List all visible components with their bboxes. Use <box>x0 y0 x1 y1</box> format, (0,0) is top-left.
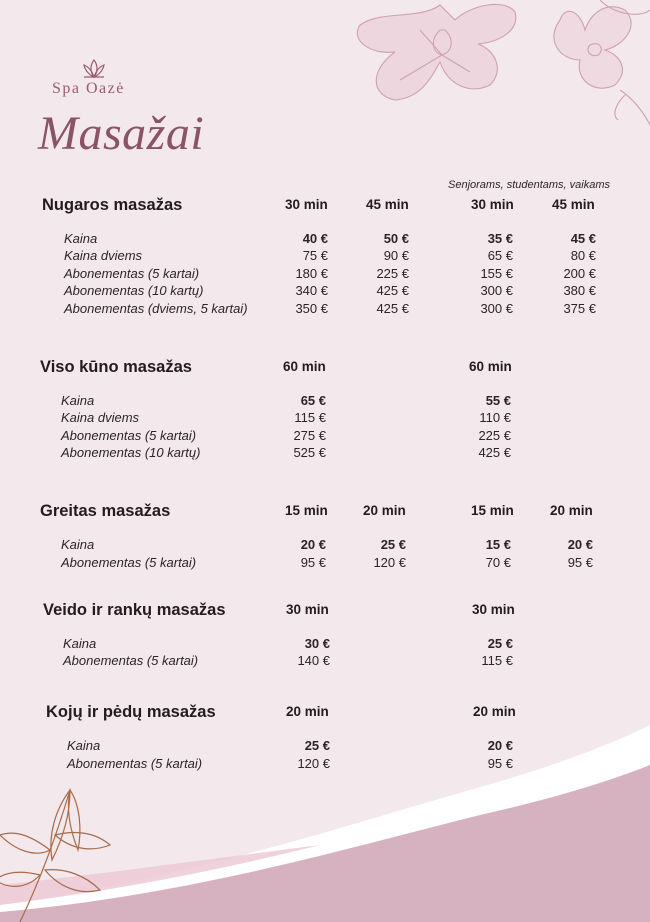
duration-header: 45 min <box>552 197 595 212</box>
price-value: 350 € <box>295 300 328 316</box>
price-value: 75 € <box>302 248 328 264</box>
duration-header: 45 min <box>366 197 409 212</box>
duration-header: 15 min <box>471 503 514 518</box>
price-value: 25 € <box>304 738 330 753</box>
price-value: 200 € <box>563 265 596 281</box>
price-value: 225 € <box>478 427 511 443</box>
price-value: 25 € <box>487 636 513 651</box>
price-row-label: Abonementas (5 kartai) <box>63 653 199 669</box>
flower-icon <box>357 0 650 125</box>
logo-text: Spa Oazė <box>52 80 125 97</box>
price-value: 35 € <box>487 231 513 246</box>
price-row-label: Kaina <box>64 231 98 246</box>
price-value: 15 € <box>485 537 511 552</box>
price-value: 30 € <box>304 636 330 651</box>
section-title: Greitas masažas <box>40 502 171 520</box>
price-row-label: Abonementas (10 kartų) <box>64 283 204 299</box>
price-row-label: Kaina <box>61 393 95 408</box>
price-value: 50 € <box>383 231 409 246</box>
price-value: 110 € <box>479 410 511 426</box>
duration-header: 20 min <box>550 503 593 518</box>
section-title: Kojų ir pėdų masažas <box>46 703 216 721</box>
price-value: 20 € <box>487 738 513 753</box>
price-value: 90 € <box>383 248 409 264</box>
price-value: 425 € <box>478 445 511 461</box>
price-row-label: Abonementas (5 kartai) <box>61 554 197 570</box>
price-value: 115 € <box>294 410 326 426</box>
lotus-icon <box>80 58 108 80</box>
duration-header: 30 min <box>471 197 514 212</box>
price-row-label: Abonementas (5 kartai) <box>64 265 200 281</box>
price-row-label: Kaina <box>63 636 97 651</box>
price-value: 380 € <box>563 283 596 299</box>
duration-header: 60 min <box>469 359 512 374</box>
price-value: 120 € <box>373 554 406 570</box>
price-value: 425 € <box>376 283 409 299</box>
duration-header: 15 min <box>285 503 328 518</box>
price-value: 425 € <box>376 300 409 316</box>
price-value: 45 € <box>570 231 596 246</box>
price-value: 55 € <box>485 393 511 408</box>
discount-note: Senjorams, studentams, vaikams <box>448 179 611 191</box>
price-value: 140 € <box>297 653 330 669</box>
price-row-label: Kaina <box>61 537 95 552</box>
price-value: 40 € <box>302 231 328 246</box>
price-row-label: Abonementas (10 kartų) <box>61 445 201 461</box>
price-value: 300 € <box>480 283 513 299</box>
price-value: 65 € <box>300 393 326 408</box>
duration-header: 60 min <box>283 359 326 374</box>
duration-header: 30 min <box>286 602 329 617</box>
duration-header: 30 min <box>472 602 515 617</box>
section-title: Nugaros masažas <box>42 196 183 214</box>
price-value: 95 € <box>487 755 513 771</box>
price-value: 25 € <box>380 537 406 552</box>
page-title: Masažai <box>38 107 205 160</box>
price-value: 340 € <box>295 283 328 299</box>
price-value: 95 € <box>567 554 593 570</box>
price-value: 375 € <box>563 300 596 316</box>
price-value: 80 € <box>570 248 596 264</box>
price-value: 155 € <box>480 265 513 281</box>
price-value: 115 € <box>481 653 513 669</box>
price-value: 95 € <box>300 554 326 570</box>
price-row-label: Kaina <box>67 738 101 753</box>
section-title: Veido ir rankų masažas <box>43 601 226 619</box>
section-title: Viso kūno masažas <box>40 358 192 376</box>
duration-header: 20 min <box>473 704 516 719</box>
price-value: 275 € <box>293 427 326 443</box>
price-value: 525 € <box>293 445 326 461</box>
price-row-label: Abonementas (5 kartai) <box>61 427 197 443</box>
price-value: 180 € <box>295 265 328 281</box>
price-value: 300 € <box>480 300 513 316</box>
price-row-label: Abonementas (5 kartai) <box>67 755 203 771</box>
price-value: 65 € <box>487 248 513 264</box>
price-row-label: Kaina dviems <box>61 410 140 426</box>
duration-header: 20 min <box>363 503 406 518</box>
duration-header: 30 min <box>285 197 328 212</box>
price-value: 20 € <box>567 537 593 552</box>
duration-header: 20 min <box>286 704 329 719</box>
price-row-label: Kaina dviems <box>64 248 143 264</box>
price-value: 70 € <box>485 554 511 570</box>
price-row-label: Abonementas (dviems, 5 kartai) <box>64 300 248 316</box>
price-value: 120 € <box>297 755 330 771</box>
price-value: 225 € <box>376 265 409 281</box>
price-value: 20 € <box>300 537 326 552</box>
